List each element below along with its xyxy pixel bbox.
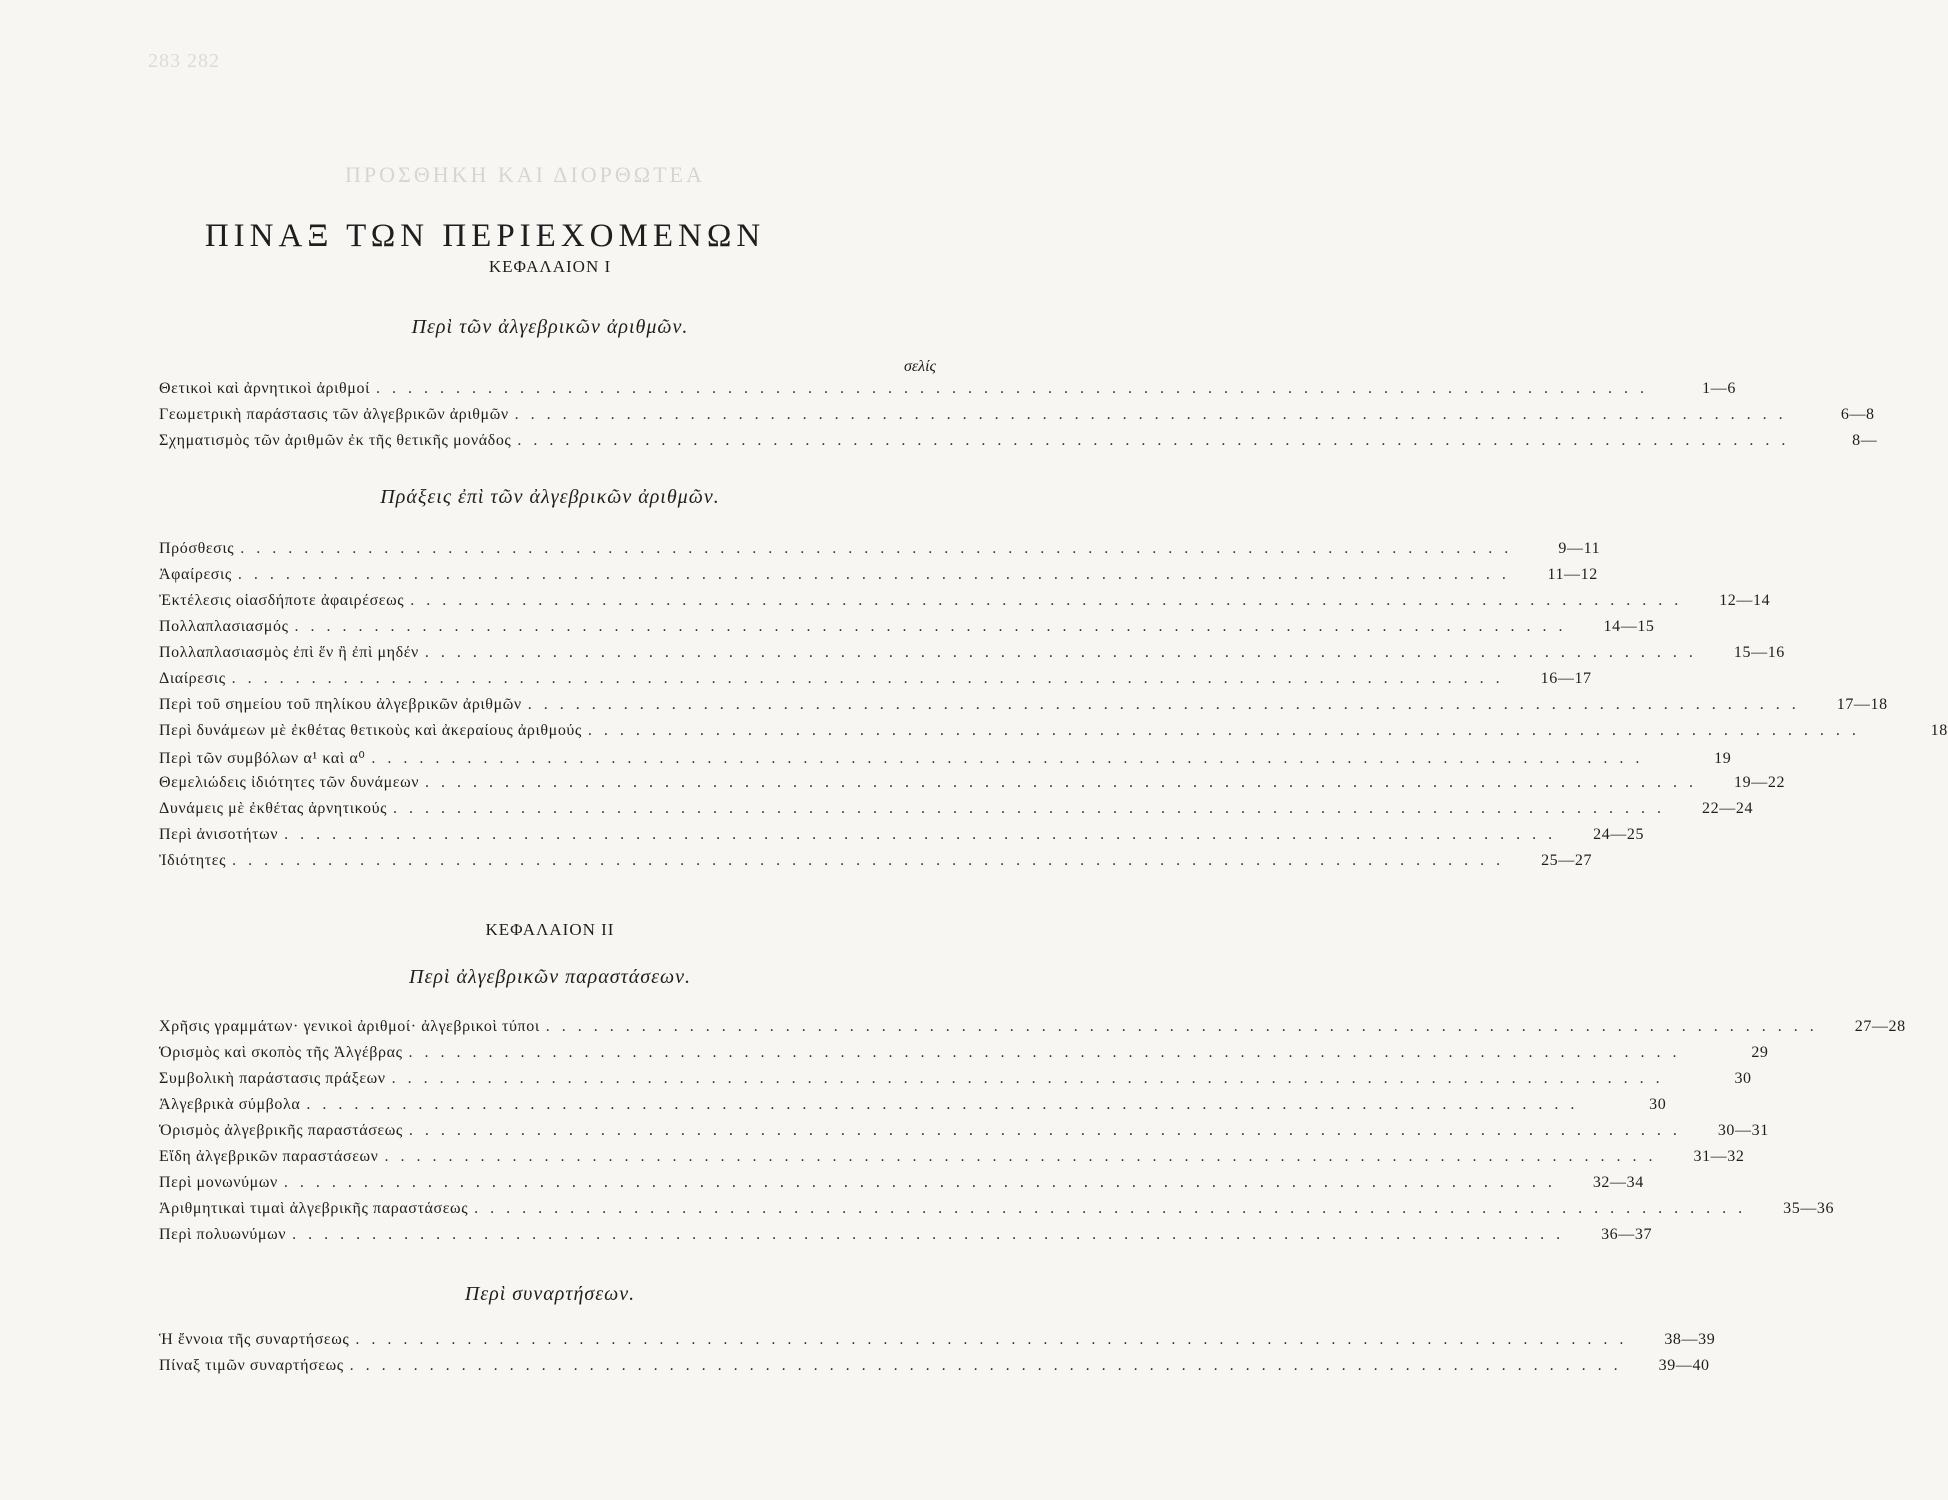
toc-entry[interactable] <box>159 1331 1716 1357</box>
leader-dots: ................................................................................ <box>393 800 1674 817</box>
toc-entry-pages: 16—17 <box>1540 670 1592 687</box>
toc-entry[interactable] <box>159 1018 1906 1044</box>
toc-entry-title: Δυνάμεις μὲ ἐκθέτας ἀρνητικούς <box>159 800 388 817</box>
toc-entry-title: Περὶ δυνάμεων μὲ ἐκθέτας θετικοὺς καὶ ἀκεραίους ἀριθμούς <box>159 722 582 739</box>
leader-dots: ................................................................................ <box>408 1122 1689 1139</box>
toc-entry[interactable] <box>159 1226 1653 1252</box>
toc-entry[interactable] <box>159 1148 1745 1174</box>
leader-dots: ................................................................................ <box>474 1200 1755 1217</box>
toc-entry-title: Περὶ ἀνισοτήτων <box>159 826 279 843</box>
toc-entry[interactable] <box>159 670 1592 696</box>
toc-entry-title: Ἡ ἔννοια τῆς συναρτήσεως <box>159 1331 350 1348</box>
toc-entry-pages: 30 <box>1649 1096 1667 1113</box>
toc-entry-pages: 32—34 <box>1592 1174 1644 1191</box>
toc-entry-title: Ἀλγεβρικὰ σύμβολα <box>159 1096 301 1113</box>
leader-dots: ................................................................................ <box>425 774 1706 791</box>
leader-dots: ................................................................................ <box>587 722 1868 739</box>
toc-entry[interactable] <box>159 1044 1769 1070</box>
toc-entry-title: Περὶ τῶν συμβόλων α¹ καὶ α⁰ <box>159 750 366 767</box>
toc-entry-title: Περὶ πολυωνύμων <box>159 1226 287 1243</box>
chapter-heading-1: ΚΕΦΑΛΑΙΟΝ Ι <box>488 257 612 276</box>
toc-entry-title: Θετικοὶ καὶ ἀρνητικοὶ ἀριθμοί <box>159 380 370 397</box>
toc-entry-pages: 11—12 <box>1547 566 1598 583</box>
toc-entry-pages: 30 <box>1734 1070 1752 1087</box>
leader-dots: ................................................................................ <box>391 1070 1672 1087</box>
bleed-through-heading: ΠΡΟΣΘΗΚΗ ΚΑΙ ΔΙΟΡΘΩΤΕΑ <box>345 162 705 187</box>
toc-entry[interactable] <box>159 1122 1769 1148</box>
toc-entry[interactable] <box>159 1357 1710 1383</box>
leader-dots: ................................................................................ <box>232 852 1513 869</box>
toc-entry-title: Διαίρεσις <box>159 670 226 687</box>
toc-entry-pages: 35—36 <box>1783 1200 1835 1217</box>
toc-entry-pages: 39—40 <box>1658 1357 1710 1374</box>
toc-entry-title: Πολλαπλασιασμὸς ἐπὶ ἕν ἢ ἐπὶ μηδέν <box>159 644 419 661</box>
toc-entry-title: Πολλαπλασιασμός <box>159 618 289 635</box>
toc-entry-title: Ὁρισμὸς καὶ σκοπὸς τῆς Ἀλγέβρας <box>159 1044 403 1061</box>
leader-dots: ................................................................................ <box>294 618 1575 635</box>
toc-group-4 <box>159 1331 1716 1383</box>
leader-dots: ................................................................................ <box>514 406 1795 423</box>
leader-dots: ................................................................................ <box>410 592 1691 609</box>
toc-entry[interactable] <box>159 1070 1752 1096</box>
leader-dots: ................................................................................ <box>527 696 1808 713</box>
toc-entry-title: Γεωμετρικὴ παράστασις τῶν ἀλγεβρικῶν ἀριθμῶν <box>159 406 509 423</box>
toc-entry-title: Θεμελιώδεις ἰδιότητες τῶν δυνάμεων <box>159 774 420 791</box>
toc-entry-pages: 38—39 <box>1664 1331 1716 1348</box>
leader-dots: ................................................................................ <box>424 644 1705 661</box>
page-column-header: σελίς <box>903 358 936 375</box>
toc-entry-title: Ἰδιότητες <box>159 852 227 869</box>
leader-dots: ................................................................................ <box>240 540 1521 557</box>
toc-entry[interactable] <box>159 722 1948 748</box>
toc-entry[interactable] <box>159 852 1593 878</box>
toc-entry-pages: 31—32 <box>1693 1148 1745 1165</box>
toc-entry-pages: 29 <box>1751 1044 1769 1061</box>
toc-entry-title: Εἴδη ἀλγεβρικῶν παραστάσεων <box>159 1148 379 1165</box>
toc-entry-pages: 1—6 <box>1702 380 1736 397</box>
toc-entry-pages: 30—31 <box>1717 1122 1769 1139</box>
toc-entry-title: Περὶ τοῦ σημείου τοῦ πηλίκου ἀλγεβρικῶν ἀριθμῶν <box>159 696 522 713</box>
toc-entry[interactable] <box>159 1096 1667 1122</box>
toc-group-3 <box>159 1018 1906 1252</box>
toc-entry-title: Ὁρισμὸς ἀλγεβρικῆς παραστάσεως <box>159 1122 403 1139</box>
toc-entry-title: Περὶ μονωνύμων <box>159 1174 278 1191</box>
toc-entry-pages: 25—27 <box>1541 852 1593 869</box>
leader-dots: ................................................................................ <box>408 1044 1689 1061</box>
leader-dots: ................................................................................ <box>292 1226 1573 1243</box>
toc-entry[interactable] <box>159 432 1878 458</box>
toc-entry-title: Ἀφαίρεσις <box>159 566 232 583</box>
toc-entry[interactable] <box>159 566 1598 592</box>
section-heading-2: Πράξεις ἐπὶ τῶν ἀλγεβρικῶν ἀριθμῶν. <box>380 486 720 508</box>
toc-entry-pages: 12—14 <box>1719 592 1771 609</box>
leader-dots: ................................................................................ <box>349 1357 1630 1374</box>
toc-entry-pages: 24—25 <box>1593 826 1645 843</box>
page-title: ΠΙΝΑΞ ΤΩΝ ΠΕΡΙΕΧΟΜΕΝΩΝ <box>204 218 766 255</box>
toc-entry-title: Ἐκτέλεσις οἱασδήποτε ἀφαιρέσεως <box>159 592 405 609</box>
toc-entry[interactable] <box>159 618 1655 644</box>
toc-entry-pages: 8— <box>1852 432 1878 449</box>
section-heading-3: Περὶ ἀλγεβρικῶν παραστάσεων. <box>409 966 691 988</box>
toc-entry[interactable] <box>159 826 1645 852</box>
toc-entry-title: Πίναξ τιμῶν συναρτήσεως <box>159 1357 344 1374</box>
leader-dots: ................................................................................ <box>355 1331 1636 1348</box>
leader-dots: ................................................................................ <box>306 1096 1587 1113</box>
section-heading-1: Περὶ τῶν ἀλγεβρικῶν ἀριθμῶν. <box>411 316 689 338</box>
chapter-heading-2: ΚΕΦΑΛΑΙΟΝ ΙΙ <box>485 920 615 939</box>
toc-entry-pages: 15—16 <box>1733 644 1785 661</box>
toc-entry[interactable] <box>159 1174 1644 1200</box>
toc-entry[interactable] <box>159 800 1754 826</box>
leader-dots: ................................................................................ <box>284 826 1565 843</box>
toc-entry[interactable] <box>159 748 1732 774</box>
toc-entry-pages: 27—28 <box>1854 1018 1906 1035</box>
toc-entry[interactable] <box>159 1200 1835 1226</box>
toc-entry-pages: 6—8 <box>1840 406 1875 423</box>
leader-dots: ................................................................................ <box>384 1148 1665 1165</box>
toc-entry-pages: 9—11 <box>1558 540 1601 557</box>
toc-entry-title: Πρόσθεσις <box>159 540 235 557</box>
leader-dots: ................................................................................ <box>375 380 1656 397</box>
toc-entry[interactable] <box>159 540 1601 566</box>
toc-entry-pages: 19 <box>1714 750 1732 767</box>
toc-entry[interactable] <box>159 380 1736 406</box>
toc-entry-title: Ἀριθμητικαὶ τιμαὶ ἀλγεβρικῆς παραστάσεως <box>159 1200 469 1217</box>
leader-dots: ................................................................................ <box>517 432 1798 449</box>
toc-entry[interactable] <box>159 406 1875 432</box>
toc-entry-pages: 22—24 <box>1702 800 1754 817</box>
toc-entry-pages: 17—18 <box>1836 696 1888 713</box>
section-heading-4: Περὶ συναρτήσεων. <box>464 1283 636 1305</box>
toc-group-2 <box>159 540 1948 878</box>
toc-entry-pages: 36—37 <box>1601 1226 1653 1243</box>
bleed-through-page-number: 283 282 <box>148 50 220 72</box>
toc-entry-pages: 18 <box>1930 722 1948 739</box>
leader-dots: ................................................................................ <box>283 1174 1564 1191</box>
toc-entry-pages: 14—15 <box>1603 618 1655 635</box>
toc-entry[interactable] <box>159 696 1888 722</box>
leader-dots: ................................................................................ <box>545 1018 1826 1035</box>
leader-dots: ................................................................................ <box>231 670 1512 687</box>
toc-group-1 <box>159 380 1878 458</box>
toc-entry[interactable] <box>159 592 1771 618</box>
toc-entry-pages: 19—22 <box>1734 774 1786 791</box>
toc-entry-title: Χρῆσις γραμμάτων· γενικοὶ ἀριθμοί· ἀλγεβρικοὶ τύποι <box>159 1018 540 1035</box>
toc-entry[interactable] <box>159 644 1785 670</box>
toc-entry-title: Συμβολικὴ παράστασις πράξεων <box>159 1070 386 1087</box>
toc-entry-title: Σχηματισμὸς τῶν ἀριθμῶν ἐκ τῆς θετικῆς μονάδος <box>159 432 512 449</box>
leader-dots: ................................................................................ <box>371 750 1652 767</box>
toc-entry[interactable] <box>159 774 1786 800</box>
leader-dots: ................................................................................ <box>237 566 1518 583</box>
